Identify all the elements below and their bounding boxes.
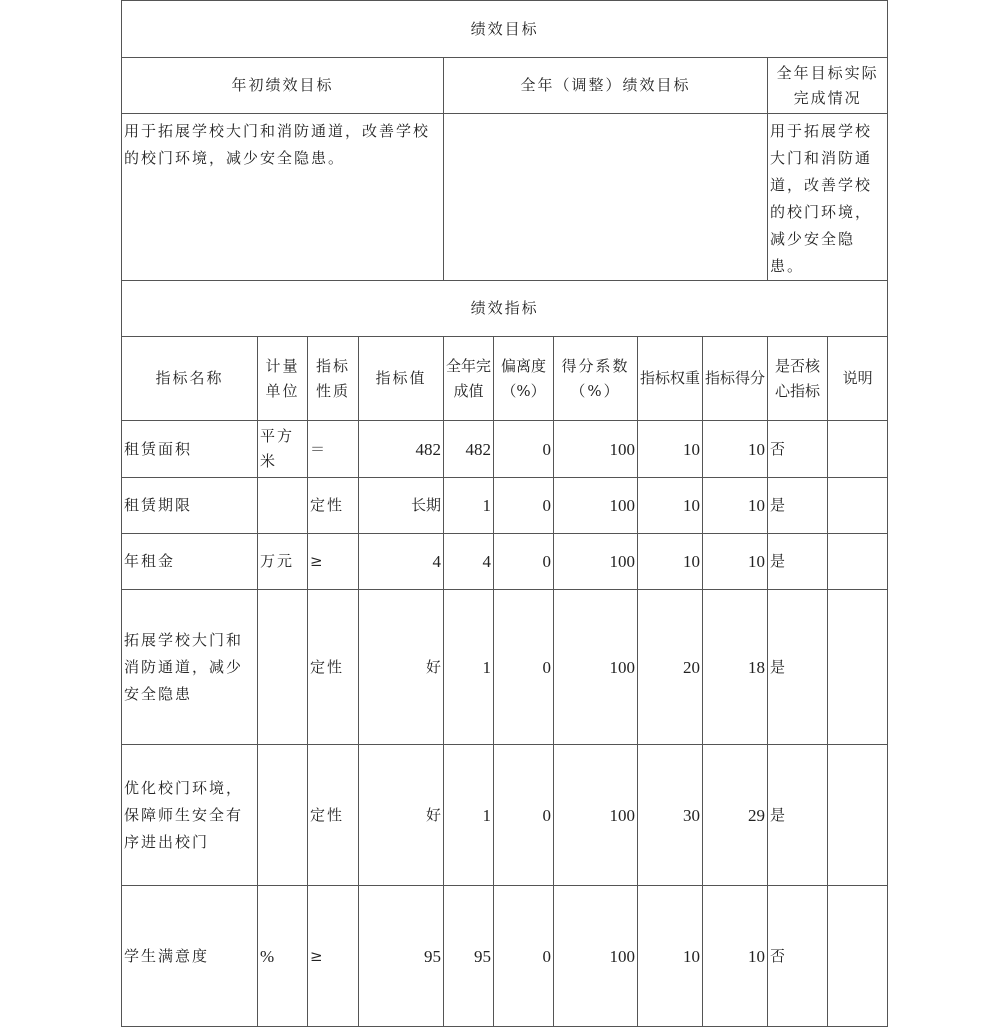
indicator-deviation: 0 bbox=[494, 886, 554, 1027]
indicator-name: 学生满意度 bbox=[122, 886, 258, 1027]
indicator-target: 好 bbox=[359, 745, 444, 886]
indicator-name: 租赁期限 bbox=[122, 478, 258, 534]
performance-table bbox=[121, 0, 888, 1027]
indicator-core: 是 bbox=[768, 534, 828, 590]
indicator-target: 4 bbox=[359, 534, 444, 590]
column-header-nature: 指标性质 bbox=[308, 337, 359, 421]
indicator-core: 是 bbox=[768, 478, 828, 534]
indicator-name: 拓展学校大门和消防通道，减少安全隐患 bbox=[122, 590, 258, 745]
indicator-actual: 4 bbox=[444, 534, 494, 590]
indicator-target: 好 bbox=[359, 590, 444, 745]
indicator-actual: 1 bbox=[444, 745, 494, 886]
indicator-name: 租赁面积 bbox=[122, 421, 258, 478]
table-row bbox=[122, 478, 888, 534]
indicator-name: 优化校门环境，保障师生安全有序进出校门 bbox=[122, 745, 258, 886]
actual-goal-header: 全年目标实际完成情况 bbox=[768, 58, 888, 114]
indicator-actual: 1 bbox=[444, 478, 494, 534]
column-header-unit: 计量单位 bbox=[258, 337, 308, 421]
initial-goal-value: 用于拓展学校大门和消防通道，改善学校的校门环境，减少安全隐患。 bbox=[122, 114, 444, 281]
indicator-weight: 10 bbox=[638, 421, 703, 478]
indicator-score: 18 bbox=[703, 590, 768, 745]
indicators-header-row bbox=[122, 337, 888, 421]
indicator-score: 29 bbox=[703, 745, 768, 886]
indicator-note bbox=[828, 421, 888, 478]
indicator-deviation: 0 bbox=[494, 534, 554, 590]
indicator-unit bbox=[258, 478, 308, 534]
indicator-core: 否 bbox=[768, 421, 828, 478]
table-row bbox=[122, 534, 888, 590]
indicator-nature: 定性 bbox=[308, 478, 359, 534]
indicator-coefficient: 100 bbox=[554, 745, 638, 886]
indicator-nature: 定性 bbox=[308, 745, 359, 886]
indicator-weight: 10 bbox=[638, 886, 703, 1027]
indicator-note bbox=[828, 590, 888, 745]
table-row bbox=[122, 886, 888, 1027]
indicator-deviation: 0 bbox=[494, 478, 554, 534]
indicator-score: 10 bbox=[703, 478, 768, 534]
indicator-note bbox=[828, 745, 888, 886]
column-header-name: 指标名称 bbox=[122, 337, 258, 421]
indicator-coefficient: 100 bbox=[554, 534, 638, 590]
indicator-target: 长期 bbox=[359, 478, 444, 534]
indicator-unit bbox=[258, 745, 308, 886]
indicator-unit: 平方米 bbox=[258, 421, 308, 478]
adjusted-goal-header: 全年（调整）绩效目标 bbox=[444, 58, 768, 114]
indicator-core: 是 bbox=[768, 590, 828, 745]
indicator-score: 10 bbox=[703, 421, 768, 478]
indicators-section-row bbox=[122, 281, 888, 337]
indicator-coefficient: 100 bbox=[554, 421, 638, 478]
indicator-deviation: 0 bbox=[494, 745, 554, 886]
indicator-nature: 定性 bbox=[308, 590, 359, 745]
indicator-nature: ≥ bbox=[308, 886, 359, 1027]
column-header-target: 指标值 bbox=[359, 337, 444, 421]
indicator-actual: 482 bbox=[444, 421, 494, 478]
indicator-unit bbox=[258, 590, 308, 745]
indicator-coefficient: 100 bbox=[554, 478, 638, 534]
indicator-weight: 10 bbox=[638, 534, 703, 590]
goals-header-row bbox=[122, 58, 888, 114]
indicator-actual: 95 bbox=[444, 886, 494, 1027]
column-header-deviation: 偏离度（%） bbox=[494, 337, 554, 421]
indicator-weight: 30 bbox=[638, 745, 703, 886]
column-header-actual: 全年完成值 bbox=[444, 337, 494, 421]
table-row bbox=[122, 590, 888, 745]
indicator-deviation: 0 bbox=[494, 590, 554, 745]
indicator-score: 10 bbox=[703, 534, 768, 590]
indicator-target: 95 bbox=[359, 886, 444, 1027]
indicator-unit: % bbox=[258, 886, 308, 1027]
indicator-weight: 20 bbox=[638, 590, 703, 745]
indicator-deviation: 0 bbox=[494, 421, 554, 478]
indicator-core: 是 bbox=[768, 745, 828, 886]
initial-goal-header: 年初绩效目标 bbox=[122, 58, 444, 114]
indicator-note bbox=[828, 478, 888, 534]
column-header-score: 指标得分 bbox=[703, 337, 768, 421]
indicator-coefficient: 100 bbox=[554, 886, 638, 1027]
indicator-name: 年租金 bbox=[122, 534, 258, 590]
indicator-nature: ＝ bbox=[308, 421, 359, 478]
column-header-core: 是否核心指标 bbox=[768, 337, 828, 421]
indicators-section-title: 绩效指标 bbox=[122, 281, 888, 337]
column-header-coefficient: 得分系数（%） bbox=[554, 337, 638, 421]
table-row bbox=[122, 421, 888, 478]
indicator-core: 否 bbox=[768, 886, 828, 1027]
indicator-note bbox=[828, 534, 888, 590]
indicator-actual: 1 bbox=[444, 590, 494, 745]
table-row bbox=[122, 745, 888, 886]
goals-value-row bbox=[122, 114, 888, 281]
adjusted-goal-value bbox=[444, 114, 768, 281]
indicator-weight: 10 bbox=[638, 478, 703, 534]
indicator-target: 482 bbox=[359, 421, 444, 478]
indicator-nature: ≥ bbox=[308, 534, 359, 590]
goals-section-title: 绩效目标 bbox=[122, 1, 888, 58]
column-header-weight: 指标权重 bbox=[638, 337, 703, 421]
indicator-coefficient: 100 bbox=[554, 590, 638, 745]
actual-goal-value: 用于拓展学校大门和消防通道，改善学校的校门环境，减少安全隐患。 bbox=[768, 114, 888, 281]
indicator-note bbox=[828, 886, 888, 1027]
indicator-unit: 万元 bbox=[258, 534, 308, 590]
indicator-score: 10 bbox=[703, 886, 768, 1027]
goals-section-row bbox=[122, 1, 888, 58]
column-header-note: 说明 bbox=[828, 337, 888, 421]
